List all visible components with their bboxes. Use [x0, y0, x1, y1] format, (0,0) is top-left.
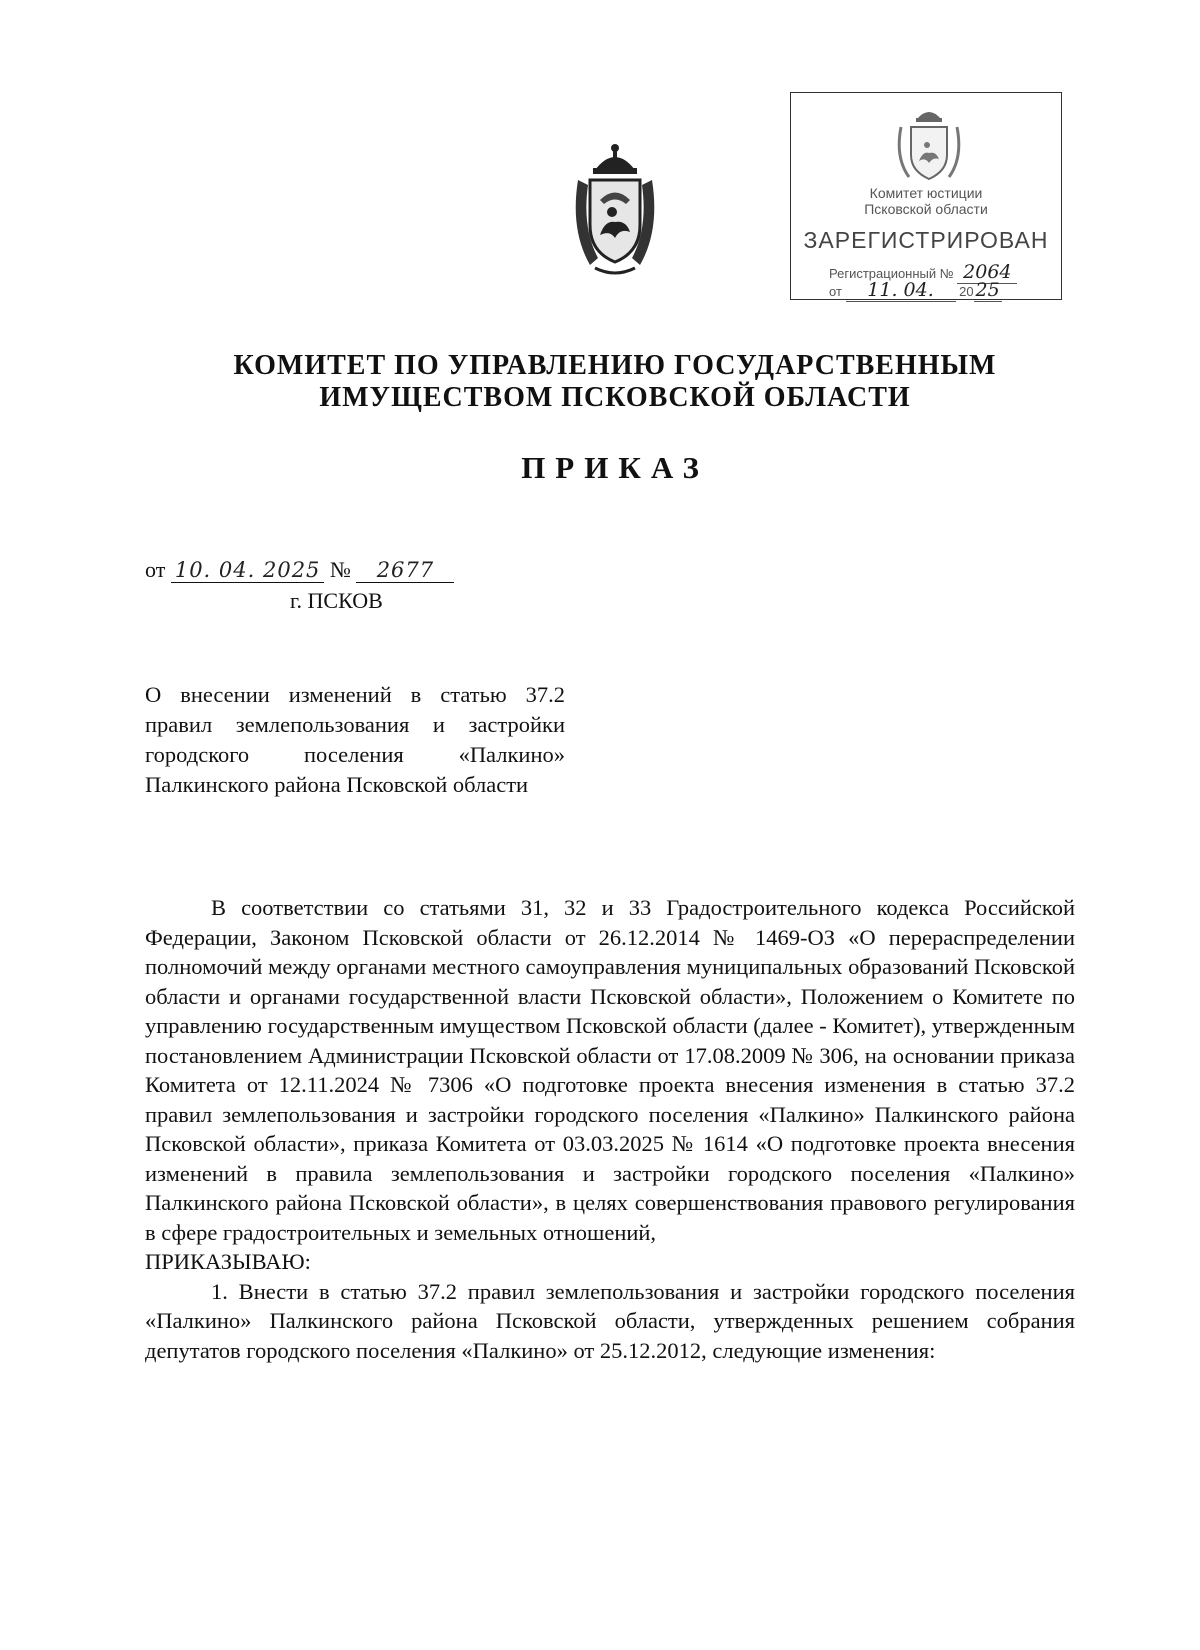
document-number: 2677: [356, 558, 454, 583]
coat-of-arms-emblem: [560, 140, 670, 280]
date-prefix: от: [145, 557, 166, 582]
stamp-date-day-month: 11. 04.: [846, 279, 956, 302]
stamp-date-year-prefix: 20: [959, 284, 974, 299]
stamp-org-line2: Псковской области: [864, 201, 988, 217]
document-type-title: ПРИКАЗ: [521, 450, 709, 485]
stamp-status: ЗАРЕГИСТРИРОВАН: [803, 227, 1049, 253]
stamp-emblem-icon: [889, 103, 969, 185]
stamp-date-year-suffix: 25: [975, 279, 1000, 301]
document-subject: О внесении изменений в статью 37.2 правил землепользования и застройки городского поселения «Палкино» Палкинского района Псковской области: [145, 682, 565, 797]
preamble-paragraph: В соответствии со статьями 31, 32 и 33 Градостроительного кодекса Российской Федерации, Законом Псковской области от 26.12.2014 № 1469-ОЗ «О перераспределении полномочий между органами местного самоуправления муниципальных образований Псковской области и органами государственной власти Псковской области», Положением о Комитете по управлению государственным имуществом Псковской области (далее - Комитет), утвержденным постановлением Администрации Псковской области от 17.08.2009 № 306, на основании приказа Комитета от 12.11.2024 № 7306 «О подготовке проекта внесения изменения в статью 37.2 правил землепользования и застройки городского поселения «Палкино» Палкинского района Псковской области», приказа Комитета от 03.03.2025 № 1614 «О подготовке проекта внесения изменений в правила землепользования и застройки городского поселения «Палкино» Палкинского района Псковской области», в целях совершенствования правового регулирования в сфере градостроительных и земельных отношений,: [145, 895, 1075, 1245]
document-date: 10. 04. 2025: [171, 558, 325, 583]
stamp-date-prefix: от: [829, 284, 842, 299]
number-label: №: [329, 557, 351, 582]
order-word: ПРИКАЗЫВАЮ:: [145, 1249, 311, 1274]
stamp-reg-label: Регистрационный №: [829, 266, 954, 281]
organization-title-line2: ИМУЩЕСТВОМ ПСКОВСКОЙ ОБЛАСТИ: [319, 382, 911, 413]
stamp-date-line: [829, 279, 1002, 302]
registration-stamp: [790, 92, 1062, 300]
stamp-org-line1: Комитет юстиции: [869, 185, 983, 201]
document-body: [145, 893, 1075, 1365]
date-number-line: [145, 557, 454, 583]
organization-title: [150, 350, 1080, 414]
order-item-1: 1. Внести в статью 37.2 правил землепользования и застройки городского поселения «Палкино» Палкинского района Псковской области, утвержденных решением собрания депутатов городского поселения «Палкино» от 25.12.2012, следующие изменения:: [145, 1278, 1075, 1363]
organization-title-line1: КОМИТЕТ ПО УПРАВЛЕНИЮ ГОСУДАРСТВЕННЫМ: [233, 350, 997, 381]
city-line: г. ПСКОВ: [290, 588, 383, 613]
stamp-reg-number: 2064: [957, 261, 1017, 284]
